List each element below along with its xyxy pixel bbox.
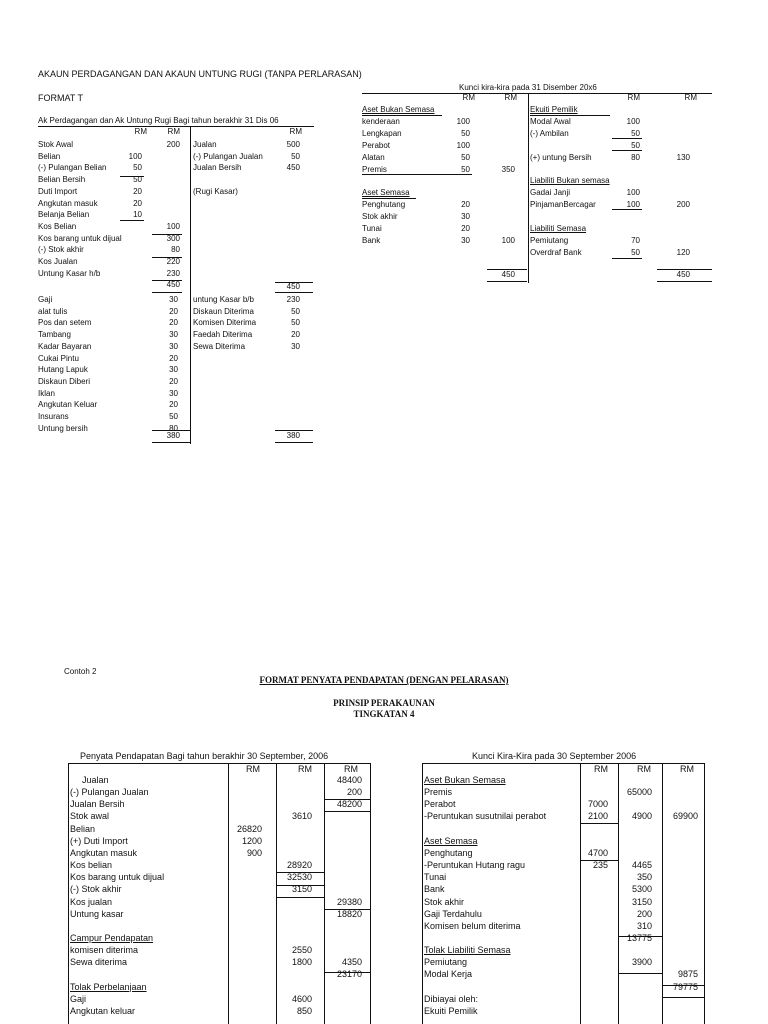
- section-rule: [362, 115, 442, 116]
- bs-left-b: 100: [501, 235, 515, 245]
- t-right-label: Jualan: [193, 140, 217, 149]
- t-left-label: Untung Kasar h/b: [38, 268, 101, 278]
- bs-right-a: 50: [631, 140, 640, 150]
- subtotal-rule: [324, 972, 370, 973]
- pp-col-c: 18820: [336, 908, 362, 919]
- bs-right-label: Overdraf Bank: [530, 247, 582, 257]
- bs-left-label: Lengkapan: [362, 128, 402, 138]
- t-left-label: Stok Awal: [38, 140, 73, 149]
- pp-col-b: 850: [296, 1005, 312, 1016]
- t-left-a: 100: [128, 151, 142, 161]
- kk-label: Komisen belum diterima: [424, 920, 521, 931]
- bs-left-label: Bank: [362, 235, 381, 245]
- rm-header: RM: [684, 93, 697, 102]
- t-left-b: 80: [171, 245, 180, 255]
- bs-right-b: 130: [676, 152, 690, 162]
- pp-col-b: 32530: [286, 872, 312, 883]
- expense-label: Cukai Pintu: [38, 353, 79, 363]
- bs-right-label: (-) Ambilan: [530, 128, 569, 138]
- rm-header: RM: [680, 764, 694, 774]
- subtotal-rule: [612, 258, 642, 259]
- kk-col-b: 310: [636, 920, 652, 931]
- bs-left-label: Premis: [362, 164, 387, 174]
- section-rule: [362, 198, 416, 199]
- t-left-b: 230: [166, 268, 180, 278]
- bs-left-label: kenderaan: [362, 116, 400, 126]
- income-total: 380: [286, 431, 300, 440]
- pp-label: Kos barang untuk dijual: [70, 872, 165, 883]
- t-left-b: 450: [166, 280, 180, 290]
- pp-left-border: [68, 763, 69, 1024]
- contoh-label: Contoh 2: [64, 667, 97, 676]
- t-right-v: 450: [286, 163, 300, 173]
- pp-label: (+) Duti Import: [70, 835, 128, 846]
- pp-col-b: 28920: [286, 860, 312, 871]
- total-rule: [657, 281, 712, 282]
- level-title: TINGKATAN 4: [353, 709, 415, 719]
- kk-label: Penghutang: [424, 847, 473, 858]
- kk-label: Tolak Liabiliti Semasa: [424, 945, 511, 956]
- bs-left-a: 100: [456, 140, 470, 150]
- bs-left-b: 350: [501, 164, 515, 174]
- bs-left-label: Aset Semasa: [362, 188, 410, 198]
- kk-col-b: 13775: [626, 932, 652, 943]
- bs-right-label: Liabiliti Bukan semasa: [530, 176, 610, 186]
- rm-header: RM: [298, 764, 312, 774]
- subtotal-rule: [662, 997, 704, 998]
- subtotal-rule: [276, 885, 324, 886]
- pp-col-c: 29380: [336, 896, 362, 907]
- income-label: Faedah Diterima: [193, 330, 253, 340]
- rm-header: RM: [504, 93, 517, 102]
- rm-header: RM: [594, 764, 608, 774]
- rm-header: RM: [637, 764, 651, 774]
- expense-value: 30: [169, 365, 178, 375]
- subtotal-rule: [324, 909, 370, 910]
- income-value: 50: [291, 318, 300, 328]
- expense-label: Untung bersih: [38, 423, 88, 433]
- subject-title: PRINSIP PERAKAUNAN: [333, 698, 435, 708]
- rm-header: RM: [344, 764, 358, 774]
- bs-left-a: 30: [461, 235, 470, 245]
- expense-value: 50: [169, 412, 178, 421]
- subtotal-rule: [612, 209, 642, 210]
- pp-title: Penyata Pendapatan Bagi tahun berakhir 30 September, 2006: [80, 751, 329, 761]
- pp-col-c: 48400: [336, 775, 362, 785]
- total-rule: [152, 292, 182, 293]
- subtotal-rule: [362, 174, 472, 175]
- kk-label: Bank: [424, 884, 445, 895]
- bs-left-a: 20: [461, 200, 470, 210]
- expense-label: Gaji: [38, 295, 53, 304]
- bs-title: Kunci kira-kira pada 31 Disember 20x6: [459, 83, 597, 92]
- t-left-b: 300: [166, 233, 180, 243]
- rm-header: RM: [627, 93, 640, 102]
- kk-col-c: 9875: [677, 969, 698, 980]
- pp-label: Untung kasar: [70, 908, 124, 919]
- bs-right-a: 100: [626, 188, 640, 198]
- subtotal-rule: [612, 138, 642, 139]
- kk-label: Ekuiti Pemilik: [424, 1005, 478, 1016]
- bs-left-a: 50: [461, 128, 470, 138]
- kk-label: Premis: [424, 787, 453, 798]
- t-left-b: 200: [166, 140, 180, 149]
- pp-label: Kos jualan: [70, 896, 113, 907]
- bs-right-total: 450: [676, 270, 690, 279]
- kk-label: Aset Semasa: [424, 835, 478, 846]
- pp-col-b: 3150: [291, 884, 312, 895]
- bs-right-label: Gadai Janji: [530, 188, 571, 198]
- rm-header: RM: [167, 127, 180, 136]
- expense-value: 30: [169, 330, 178, 340]
- bs-right-a: 50: [631, 247, 640, 257]
- pp-col-c: 4350: [341, 957, 362, 968]
- pp-label: Campur Pendapatan: [70, 932, 154, 943]
- kk-col-a: 235: [592, 860, 608, 871]
- t-right-label: Jualan Bersih: [193, 163, 242, 173]
- pp-right-border: [370, 763, 371, 1024]
- expense-label: alat tulis: [38, 306, 68, 316]
- expense-value: 30: [169, 341, 178, 351]
- kk-label: Modal Kerja: [424, 969, 473, 980]
- pp-label: Tolak Perbelanjaan: [70, 981, 147, 992]
- t-left-label: Belian: [38, 151, 61, 161]
- income-label: untung Kasar b/b: [193, 295, 254, 304]
- expense-label: Iklan: [38, 388, 55, 398]
- total-rule: [152, 442, 190, 443]
- kk-col-b: 65000: [626, 787, 652, 798]
- expense-value: 20: [169, 306, 178, 316]
- expense-label: Pos dan setem: [38, 318, 92, 328]
- pp-label: Angkutan masuk: [70, 847, 138, 858]
- bs-right-a: 70: [631, 235, 640, 245]
- pp-col-b: 1800: [291, 957, 312, 968]
- t-right-label: (Rugi Kasar): [193, 186, 238, 196]
- kk-col-a: 2100: [587, 811, 608, 822]
- subtotal-rule: [324, 799, 370, 800]
- t-right-total: 450: [286, 282, 300, 291]
- income-value: 230: [286, 295, 300, 304]
- expense-value: 20: [169, 318, 178, 328]
- expense-label: Hutang Lapuk: [38, 365, 88, 375]
- bs-left-a: 50: [461, 164, 470, 174]
- expense-value: 30: [169, 388, 178, 398]
- expense-value: 80: [169, 423, 178, 433]
- bs-right-label: Modal Awal: [530, 116, 571, 126]
- pp-label: Sewa diterima: [70, 957, 128, 968]
- subtotal-rule: [120, 176, 144, 177]
- rm-header: RM: [246, 764, 260, 774]
- rm-header: RM: [289, 127, 302, 136]
- expense-label: Angkutan Keluar: [38, 400, 98, 410]
- income-label: Komisen Diterima: [193, 318, 257, 328]
- expense-label: Tambang: [38, 330, 71, 340]
- subtotal-rule: [580, 823, 618, 824]
- subtotal-rule: [618, 973, 662, 974]
- bs-right-label: PinjamanBercagar: [530, 200, 596, 210]
- kk-col-b: 200: [636, 908, 652, 919]
- t-left-a: 20: [133, 186, 142, 196]
- t-left-a: 50: [133, 163, 142, 173]
- pp-label: Belian: [70, 823, 96, 834]
- bs-left-a: 30: [461, 212, 470, 222]
- format-label: FORMAT T: [38, 93, 83, 103]
- t-left-b: 220: [166, 257, 180, 266]
- pp-col-c: 200: [346, 787, 362, 798]
- bs-left-label: Tunai: [362, 224, 382, 233]
- kk-label: -Peruntukan Hutang ragu: [424, 860, 526, 871]
- bs-left-a: 100: [456, 116, 470, 126]
- income-value: 50: [291, 306, 300, 316]
- expense-value: 20: [169, 400, 178, 410]
- pp-col-a: 1200: [241, 835, 262, 846]
- bs-right-label: Pemiutang: [530, 235, 569, 245]
- pp-col-b: 4600: [291, 993, 312, 1004]
- section-rule: [530, 115, 610, 116]
- subtotal-rule: [618, 936, 662, 937]
- bs-left-label: Aset Bukan Semasa: [362, 105, 435, 114]
- kk-label: -Peruntukan susutnilai perabot: [424, 811, 547, 822]
- kk-col-b: 4465: [631, 860, 652, 871]
- t-left-label: Angkutan masuk: [38, 198, 98, 208]
- expense-value: 20: [169, 353, 178, 363]
- total-rule: [487, 281, 527, 282]
- income-value: 20: [291, 330, 300, 340]
- kk-label: Tunai: [424, 872, 447, 883]
- kk-label: Perabot: [424, 799, 456, 810]
- pp-label: (-) Pulangan Jualan: [70, 787, 149, 798]
- kk-col-b: 5300: [631, 884, 652, 895]
- pp-label: Jualan: [82, 775, 109, 785]
- total-rule: [275, 292, 313, 293]
- t-left-a: 20: [133, 198, 142, 208]
- bs-right-a: 80: [631, 152, 640, 162]
- pp-col-divider: [228, 763, 229, 1024]
- subtotal-rule: [152, 257, 182, 258]
- subtotal-rule: [276, 897, 324, 898]
- income-label: Diskaun Diterima: [193, 306, 254, 316]
- t-left-label: (-) Pulangan Belian: [38, 163, 107, 173]
- page1-title: AKAUN PERDAGANGAN DAN AKAUN UNTUNG RUGI (TANPA PERLARASAN): [38, 69, 362, 79]
- bs-left-label: Stok akhir: [362, 212, 398, 222]
- subtotal-rule: [612, 150, 642, 151]
- t-left-b: 100: [166, 221, 180, 231]
- pp-col-a: 900: [246, 847, 262, 858]
- expense-value: 20: [169, 376, 178, 386]
- kk-col-a: 7000: [587, 799, 608, 810]
- bs-right-a: 50: [631, 128, 640, 138]
- t-left-label: Kos Jualan: [38, 257, 78, 266]
- kk-col-b: 350: [636, 872, 652, 883]
- pp-col-c: 48200: [336, 799, 362, 810]
- subtotal-rule: [152, 280, 182, 281]
- bs-right-b: 200: [676, 200, 690, 210]
- t-divider: [190, 126, 191, 444]
- kk-col-c: 69900: [672, 811, 698, 822]
- subtotal-rule: [276, 872, 324, 873]
- kk-col-b: 4900: [631, 811, 652, 822]
- rm-header: RM: [134, 127, 147, 136]
- format-title: FORMAT PENYATA PENDAPATAN (DENGAN PELARASAN): [259, 675, 509, 685]
- kk-label: Gaji Terdahulu: [424, 908, 482, 919]
- t-left-label: Kos Belian: [38, 221, 77, 231]
- bs-right-b: 120: [676, 247, 690, 257]
- bs-right-a: 100: [626, 116, 640, 126]
- income-label: Sewa Diterima: [193, 341, 246, 351]
- expense-total: 380: [166, 431, 180, 440]
- bs-left-a: 20: [461, 224, 470, 233]
- t-right-v: 50: [291, 151, 300, 161]
- bs-left-label: Penghutang: [362, 200, 406, 210]
- t-left-a: 50: [133, 175, 142, 185]
- bs-left-label: Perabot: [362, 140, 391, 150]
- rm-header: RM: [462, 93, 475, 102]
- t-left-label: Belian Bersih: [38, 175, 86, 185]
- pp-col-c: 23170: [336, 969, 362, 980]
- pp-label: Gaji: [70, 993, 87, 1004]
- kk-label: Pemiutang: [424, 957, 468, 968]
- t-account-heading: Ak Perdagangan dan Ak Untung Rugi Bagi tahun berakhir 31 Dis 06: [38, 116, 279, 125]
- bs-divider: [528, 93, 529, 283]
- kk-title: Kunci Kira-Kira pada 30 September 2006: [472, 751, 637, 761]
- pp-col-b: 3610: [291, 811, 312, 822]
- bs-right-a: 100: [626, 200, 640, 210]
- subtotal-rule: [324, 811, 370, 812]
- total-rule: [275, 442, 313, 443]
- subtotal-rule: [152, 234, 182, 235]
- t-left-label: (-) Stok akhir: [38, 245, 84, 255]
- bs-top-rule: [362, 93, 712, 94]
- kk-label: Stok akhir: [424, 896, 465, 907]
- kk-col-b: 3900: [631, 957, 652, 968]
- bs-left-label: Alatan: [362, 152, 385, 162]
- t-left-label: Belanja Belian: [38, 210, 90, 220]
- t-left-label: Duti Import: [38, 186, 78, 196]
- kk-col-a: 4700: [587, 847, 608, 858]
- t-right-label: (-) Pulangan Jualan: [193, 151, 263, 161]
- pp-col-a: 26820: [236, 823, 262, 834]
- bs-left-a: 50: [461, 152, 470, 162]
- pp-label: Angkutan keluar: [70, 1005, 136, 1016]
- kk-col-b: 3150: [631, 896, 652, 907]
- pp-label: Kos belian: [70, 860, 113, 871]
- kk-label: Aset Bukan Semasa: [424, 775, 506, 785]
- pp-label: Stok awal: [70, 811, 110, 822]
- kk-right-border: [704, 763, 705, 1024]
- bs-right-label: (+) untung Bersih: [530, 152, 592, 162]
- expense-label: Diskaun Diberi: [38, 376, 91, 386]
- kk-label: Dibiayai oleh:: [424, 993, 479, 1004]
- t-left-label: Kos barang untuk dijual: [38, 233, 122, 243]
- expense-label: Insurans: [38, 412, 69, 421]
- t-right-v: 500: [286, 140, 300, 149]
- subtotal-rule: [120, 220, 144, 221]
- t-left-a: 10: [133, 210, 142, 220]
- pp-label: (-) Stok akhir: [70, 884, 122, 895]
- expense-label: Kadar Bayaran: [38, 341, 92, 351]
- subtotal-rule: [662, 985, 704, 986]
- bs-left-total: 450: [501, 270, 515, 279]
- pp-col-b: 2550: [291, 945, 312, 956]
- income-value: 30: [291, 341, 300, 351]
- kk-col-c: 79775: [672, 981, 698, 992]
- bs-right-label: Liabiliti Semasa: [530, 224, 587, 233]
- pp-label: komisen diterima: [70, 945, 139, 956]
- expense-value: 30: [169, 295, 178, 304]
- pp-label: Jualan Bersih: [70, 799, 125, 810]
- kk-left-border: [422, 763, 423, 1024]
- subtotal-rule: [580, 860, 618, 861]
- bs-right-label: Ekuiti Pemilik: [530, 105, 578, 114]
